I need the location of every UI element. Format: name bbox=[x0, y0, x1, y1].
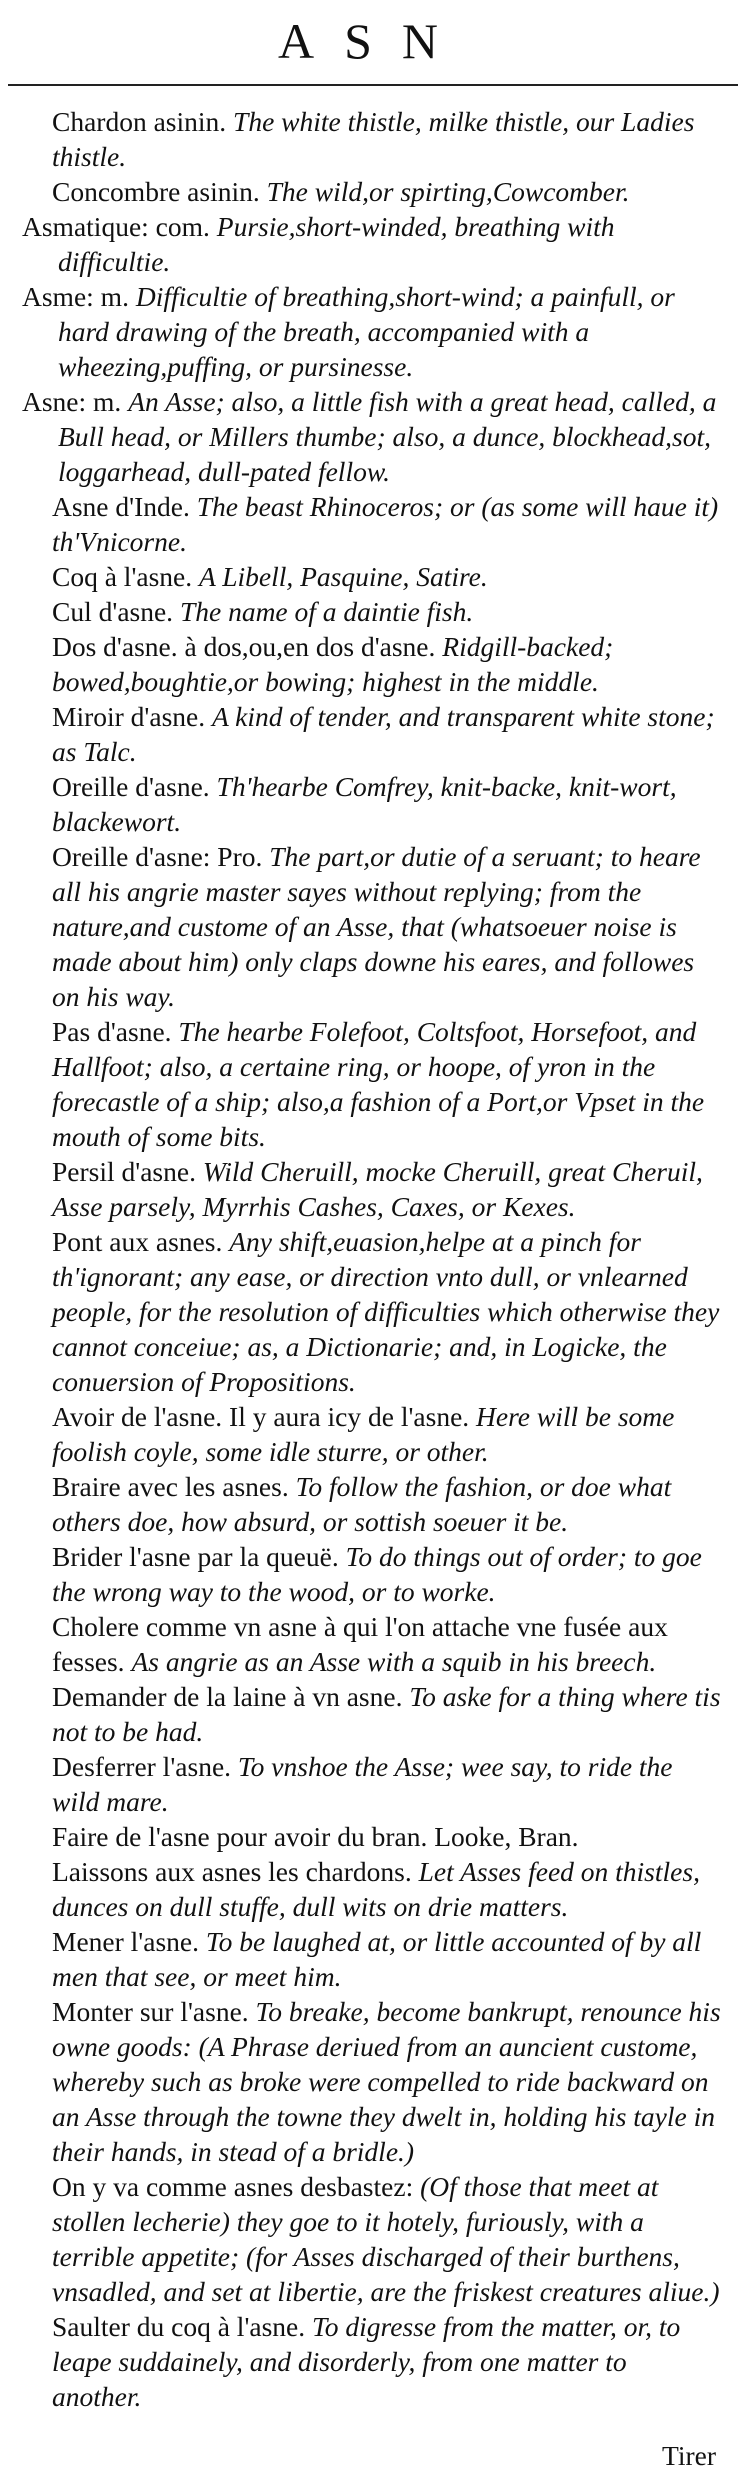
entry-headword: Miroir d'asne. bbox=[52, 701, 206, 732]
dictionary-entry bbox=[52, 839, 722, 1014]
dictionary-entry bbox=[52, 559, 722, 594]
entry-translation: The wild,or spirting,Cowcomber. bbox=[266, 176, 630, 207]
entry-translation: A Libell, Pasquine, Satire. bbox=[199, 561, 488, 592]
catchword: Tirer bbox=[662, 2440, 716, 2471]
entry-headword: Demander de la laine à vn asne. bbox=[52, 1681, 403, 1712]
dictionary-entry bbox=[52, 1854, 722, 1924]
dictionary-entry bbox=[52, 1399, 722, 1469]
dictionary-entry bbox=[52, 1679, 722, 1749]
entry-headword: Oreille d'asne: Pro. bbox=[52, 841, 263, 872]
entry-translation: To do things out of order; to goe the wrong way to the wood, or to worke. bbox=[52, 1541, 702, 1607]
entry-headword: Brider l'asne par la queuë. bbox=[52, 1541, 339, 1572]
entry-translation: To follow the fashion, or doe what others doe, how absurd, or sottish soeuer it be. bbox=[52, 1471, 672, 1537]
entry-translation: Any shift,euasion,helpe at a pinch for th'ignorant; any ease, or direction vnto dull, or vnlearned people, for the resolution of difficulties which otherwise they cannot conceiue; as, a Dictionarie; and, in Logicke, the conuersion of Propositions. bbox=[52, 1226, 720, 1397]
dictionary-entry bbox=[52, 2309, 722, 2414]
entry-headword: Braire avec les asnes. bbox=[52, 1471, 289, 1502]
entry-translation: (Of those that meet at stollen lecherie) they goe to it hotely, furiously, with a terrible appetite; (for Asses discharged of their burthens, vnsadled, and set at libertie, are the friskest creatures aliue.) bbox=[52, 2171, 720, 2307]
entry-translation: To breake, become bankrupt, renounce his owne goods: (A Phrase deriued from an auncient custome, whereby such as broke were compelled to ride backward on an Asse through the towne they dwelt in, holding his tayle in their hands, in stead of a bridle.) bbox=[52, 1996, 721, 2167]
entry-headword: Avoir de l'asne. Il y aura icy de l'asne. bbox=[52, 1401, 470, 1432]
entry-headword: Chardon asinin. bbox=[52, 106, 227, 137]
entry-headword: Laissons aux asnes les chardons. bbox=[52, 1856, 412, 1887]
dictionary-entry bbox=[52, 1154, 722, 1224]
entry-translation: The beast Rhinoceros; or (as some will haue it) th'Vnicorne. bbox=[52, 491, 719, 557]
entry-headword: Desferrer l'asne. bbox=[52, 1751, 232, 1782]
entry-headword: Pont aux asnes. bbox=[52, 1226, 223, 1257]
entry-translation: To aske for a thing where tis not to be had. bbox=[52, 1681, 721, 1747]
dictionary-entry bbox=[52, 1749, 722, 1819]
entry-headword: Persil d'asne. bbox=[52, 1156, 196, 1187]
entry-translation: A kind of tender, and transparent white stone; as Talc. bbox=[52, 701, 715, 767]
entry-translation: As angrie as an Asse with a squib in his breech. bbox=[131, 1646, 657, 1677]
dictionary-entry bbox=[22, 209, 722, 279]
entry-headword: Saulter du coq à l'asne. bbox=[52, 2311, 306, 2342]
entry-translation: An Asse; also, a little fish with a great head, called, a Bull head, or Millers thumbe; also, a dunce, blockhead,sot, loggarhead, dull-pated fellow. bbox=[58, 386, 717, 487]
dictionary-entry bbox=[52, 1609, 722, 1679]
entry-translation: The name of a daintie fish. bbox=[179, 596, 474, 627]
dictionary-entry bbox=[52, 1469, 722, 1539]
dictionary-entry bbox=[52, 769, 722, 839]
dictionary-entry bbox=[22, 279, 722, 384]
dictionary-entry bbox=[52, 2169, 722, 2309]
dictionary-entry bbox=[52, 594, 722, 629]
entry-headword: Coq à l'asne. bbox=[52, 561, 193, 592]
entry-headword: Faire de l'asne pour avoir du bran. Looke, Bran. bbox=[52, 1821, 579, 1852]
entry-translation: To vnshoe the Asse; wee say, to ride the wild mare. bbox=[52, 1751, 673, 1817]
dictionary-entry bbox=[22, 384, 722, 489]
entry-headword: Cholere comme vn asne à qui l'on attache vne fusée aux fesses. bbox=[52, 1611, 668, 1677]
entry-translation: Pursie,short-winded, breathing with difficultie. bbox=[58, 211, 615, 277]
header-rule bbox=[8, 84, 738, 86]
page-header: ASN bbox=[277, 13, 469, 69]
entry-translation: To digresse from the matter, or, to leape suddainely, and disorderly, from one matter to another. bbox=[52, 2311, 681, 2412]
dictionary-entry bbox=[52, 699, 722, 769]
dictionary-entry bbox=[52, 1924, 722, 1994]
dictionary-entry bbox=[52, 1994, 722, 2169]
entry-translation: Let Asses feed on thistles, dunces on dull stuffe, dull wits on drie matters. bbox=[52, 1856, 700, 1922]
entry-translation: Ridgill-backed; bowed,boughtie,or bowing; highest in the middle. bbox=[52, 631, 614, 697]
dictionary-entry bbox=[52, 489, 722, 559]
entry-headword: Oreille d'asne. bbox=[52, 771, 210, 802]
dictionary-entry bbox=[52, 1224, 722, 1399]
entry-headword: Asme: m. bbox=[22, 281, 129, 312]
entry-translation: The part,or dutie of a seruant; to heare all his angrie master sayes without replying; from the nature,and custome of an Asse, that (whatsoeuer noise is made about him) only claps downe his eares, and followes on his way. bbox=[52, 841, 701, 1012]
entry-translation: To be laughed at, or little accounted of by all men that see, or meet him. bbox=[52, 1926, 702, 1992]
entry-list bbox=[0, 104, 746, 2414]
dictionary-entry bbox=[52, 1539, 722, 1609]
entry-headword: Mener l'asne. bbox=[52, 1926, 199, 1957]
entry-headword: Dos d'asne. à dos,ou,en dos d'asne. bbox=[52, 631, 436, 662]
entry-translation: The white thistle, milke thistle, our Ladies thistle. bbox=[52, 106, 695, 172]
dictionary-entry bbox=[52, 629, 722, 699]
entry-headword: Pas d'asne. bbox=[52, 1016, 172, 1047]
entry-headword: On y va comme asnes desbastez: bbox=[52, 2171, 414, 2202]
entry-headword: Asne d'Inde. bbox=[52, 491, 190, 522]
entry-translation: Difficultie of breathing,short-wind; a painfull, or hard drawing of the breath, accompanied with a wheezing,puffing, or pursinesse. bbox=[58, 281, 675, 382]
entry-translation: Wild Cheruill, mocke Cheruill, great Cheruil, Asse parsely, Myrrhis Cashes, Caxes, or Kexes. bbox=[52, 1156, 703, 1222]
entry-headword: Cul d'asne. bbox=[52, 596, 174, 627]
dictionary-entry bbox=[52, 174, 722, 209]
entry-translation: The hearbe Folefoot, Coltsfoot, Horsefoot, and Hallfoot; also, a certaine ring, or hoope, of yron in the forecastle of a ship; also,a fashion of a Port,or Vpset in the mouth of some bits. bbox=[52, 1016, 705, 1152]
entry-translation: Th'hearbe Comfrey, knit-backe, knit-wort, blackewort. bbox=[52, 771, 677, 837]
dictionary-entry bbox=[52, 1014, 722, 1154]
entry-headword: Asne: m. bbox=[22, 386, 122, 417]
entry-headword: Concombre asinin. bbox=[52, 176, 260, 207]
entry-headword: Asmatique: com. bbox=[22, 211, 210, 242]
entry-translation: Here will be some foolish coyle, some idle sturre, or other. bbox=[52, 1401, 675, 1467]
dictionary-entry bbox=[52, 1819, 722, 1854]
entry-headword: Monter sur l'asne. bbox=[52, 1996, 249, 2027]
dictionary-entry bbox=[52, 104, 722, 174]
